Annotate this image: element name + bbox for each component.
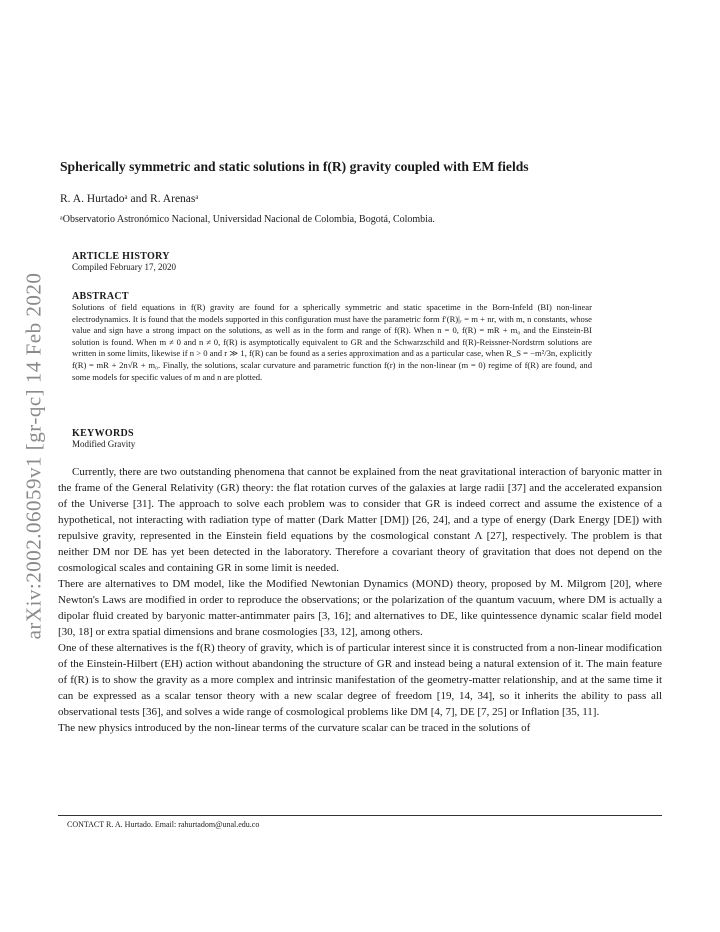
body-text (58, 464, 662, 736)
abstract-section (72, 291, 592, 383)
contact-footnote: CONTACT R. A. Hurtado. Email: rahurtadom@unal.edu.co (67, 820, 260, 829)
article-history-heading: ARTICLE HISTORY (72, 251, 170, 262)
body-paragraph-1: Currently, there are two outstanding phenomena that cannot be explained from the neat gravitational interaction of baryonic matter in the frame of the General Relativity (GR) theory: the flat rotation curves of the galaxies at large radii [37] and the accelerated expansion of the Universe [31]. The approach to solve each problem was to consider that GR is indeed correct and assume the existence of a hypothetical, not interacting with radiation type of matter (Dark Matter [DM]) [26, 24], and a type of energy (Dark Energy [DE]) with repulsive gravity, represented in the Einstein field equations by the cosmological constant Λ [27], respectively. The problem is that neither DM nor DE has yet been detected in the laboratory. Therefore a covariant theory of gravitation that does not depend on the cosmological scales and containing GR in some limit is needed. (58, 466, 662, 574)
affiliation: ᵃObservatorio Astronómico Nacional, Universidad Nacional de Colombia, Bogotá, Colombia. (60, 214, 435, 225)
keywords-heading: KEYWORDS (72, 428, 134, 439)
footnote-rule (58, 815, 662, 816)
body-paragraph-4: The new physics introduced by the non-linear terms of the curvature scalar can be traced in the solutions of (58, 722, 531, 734)
body-paragraph-2: There are alternatives to DM model, like the Modified Newtonian Dynamics (MOND) theory, proposed by M. Milgrom [20], where Newton's Laws are modified in order to reproduce the observations; or the polarization of the quantum vacuum, where DM is actually a dipolar fluid created by baryonic matter-antimmater pairs [3, 16]; and alternatives to DE, like quintessence dynamic scalar field model [30, 18] or extra spatial dimensions and brane cosmologies [33, 12], among others. (58, 578, 662, 638)
article-history-date: Compiled February 17, 2020 (72, 262, 176, 272)
author-list: R. A. Hurtadoᵃ and R. Arenasᵃ (60, 193, 199, 205)
abstract-heading: ABSTRACT (72, 291, 129, 302)
article-history (72, 251, 592, 274)
abstract-text: Solutions of field equations in f(R) gravity are found for a spherically symmetric and static spacetime in the Born-Infeld (BI) non-linear electrodynamics. It is found that the models supported in this configuration must have the parametric form f′(R)|ᵣ = m + nr, with m, n constants, whose value and sign have a strong impact on the solutions, as well as in the form and range of f(R). When n = 0, f(R) = mR + m₀ and the Einstein-BI solution is found. When m ≠ 0 and n ≠ 0, f(R) is asymptotically equivalent to GR and the Schwarzschild and f(R)-Reissner-Nordstrm solutions are written in some limits, likewise if n > 0 and r ≫ 1, f(R) can be found as a series approximation and as a particular case, when R_S = −m²/3n, explicitly f(R) = mR + 2n√R + m₀. Finally, the solutions, scalar curvature and parametric function f(r) in the non-linear (m = 0) regime of f(R) are found, and some models for specific values of m and n are plotted. (72, 302, 592, 382)
arxiv-identifier: arXiv:2002.06059v1 [gr-qc] 14 Feb 2020 (21, 272, 46, 640)
keywords-section (72, 428, 592, 451)
paper-title: Spherically symmetric and static solutions in f(R) gravity coupled with EM fields (60, 159, 529, 174)
keywords-text: Modified Gravity (72, 439, 136, 449)
arxiv-identifier-sidebar (18, 256, 50, 656)
body-paragraph-3: One of these alternatives is the f(R) theory of gravity, which is of particular interest since it is constructed from a non-linear modification of the Einstein-Hilbert (EH) action without abandoning the structure of GR and instead being a natural extension of it. The main feature of f(R) is to show the gravity as a more complex and intrinsic manifestation of the geometry-matter relationship, and at the same time it can be expressed as a scalar tensor theory with a new scalar degree of freedom [19, 14, 34], so it inherits the ability to pass all observational tests [36], and solves a wide range of cosmological problems like DM [4, 7], DE [7, 25] or Inflation [35, 11]. (58, 642, 662, 718)
